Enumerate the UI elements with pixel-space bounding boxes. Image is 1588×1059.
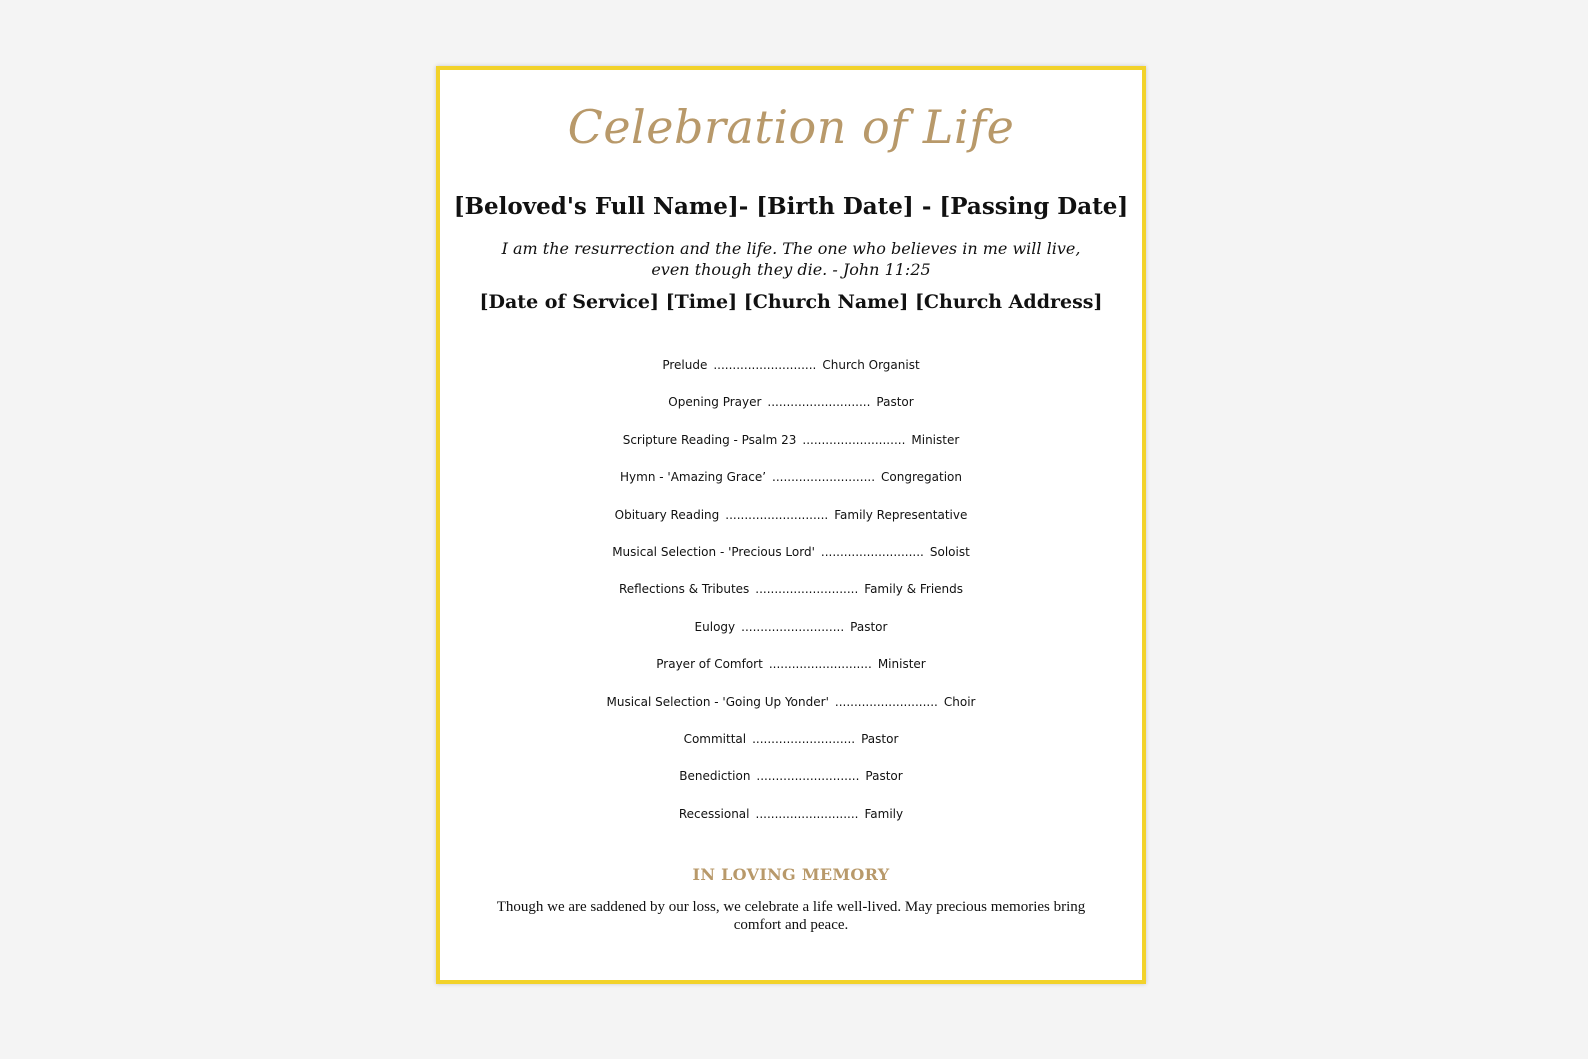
program-row: [440, 392, 1142, 429]
scripture-verse: I am the resurrection and the life. The one who believes in me will live, even though they die. - John 11:25: [501, 239, 1081, 279]
dot-leader: ...........................: [725, 507, 829, 522]
program-item-name: Committal: [683, 731, 747, 746]
program-item-name: Scripture Reading - Psalm 23: [622, 432, 797, 447]
program-row: [440, 654, 1142, 691]
program-item-performer: Pastor: [876, 395, 914, 410]
memory-message: Though we are saddened by our loss, we celebrate a life well-lived. May precious memories bring comfort and peace.: [496, 899, 1086, 933]
dot-leader: ...........................: [741, 619, 845, 634]
program-item-name: Musical Selection - 'Going Up Yonder': [606, 694, 829, 709]
program-row: [440, 766, 1142, 803]
program-row: [440, 430, 1142, 467]
dot-leader: ...........................: [756, 769, 860, 784]
program-item-name: Opening Prayer: [668, 395, 762, 410]
program-item-performer: Family & Friends: [864, 582, 964, 597]
program-item-performer: Minister: [877, 657, 926, 672]
program-row: [440, 542, 1142, 579]
program-item-name: Musical Selection - 'Precious Lord': [612, 544, 815, 559]
dot-leader: ...........................: [768, 657, 872, 672]
service-details-line: [Date of Service] [Time] [Church Name] [Church Address]: [479, 291, 1103, 313]
program-item-performer: Soloist: [929, 544, 970, 559]
celebration-title: Celebration of Life: [567, 100, 1015, 154]
program-item-name: Prelude: [662, 358, 708, 372]
dot-leader: ...........................: [755, 582, 859, 597]
program-item-performer: Family Representative: [834, 507, 968, 522]
program-item-name: Obituary Reading: [614, 507, 720, 522]
dot-leader: ...........................: [755, 806, 859, 821]
program-row: [440, 579, 1142, 616]
program-item-name: Recessional: [678, 806, 750, 821]
program-item-performer: Family: [864, 806, 904, 821]
program-item-performer: Church Organist: [822, 358, 920, 372]
program-row: [440, 617, 1142, 654]
order-of-service: [440, 355, 1142, 841]
program-row: [440, 729, 1142, 766]
program-item-performer: Congregation: [881, 470, 962, 485]
program-row: [440, 505, 1142, 542]
dot-leader: ...........................: [713, 358, 817, 372]
program-item-performer: Pastor: [865, 769, 903, 784]
program-item-name: Hymn - 'Amazing Grace’: [620, 470, 767, 485]
dot-leader: ...........................: [820, 544, 924, 559]
program-item-name: Reflections & Tributes: [618, 582, 750, 597]
dot-leader: ...........................: [767, 395, 871, 410]
program-item-name: Prayer of Comfort: [656, 657, 763, 672]
dot-leader: ...........................: [772, 470, 876, 485]
dot-leader: ...........................: [834, 694, 938, 709]
program-row: [440, 467, 1142, 504]
program-item-performer: Pastor: [850, 619, 888, 634]
program-row: [440, 692, 1142, 729]
dot-leader: ...........................: [802, 432, 906, 447]
in-loving-memory-heading: IN LOVING MEMORY: [692, 865, 890, 884]
program-item-performer: Pastor: [861, 731, 899, 746]
program-item-name: Eulogy: [694, 619, 736, 634]
dot-leader: ...........................: [752, 731, 856, 746]
program-item-performer: Minister: [911, 432, 960, 447]
program-item-performer: Choir: [943, 694, 976, 709]
program-page: [436, 66, 1146, 984]
beloved-name-line: [Beloved's Full Name]- [Birth Date] - [Passing Date]: [453, 193, 1129, 220]
program-item-name: Benediction: [679, 769, 751, 784]
program-row: [440, 355, 1142, 392]
program-row: [440, 804, 1142, 841]
